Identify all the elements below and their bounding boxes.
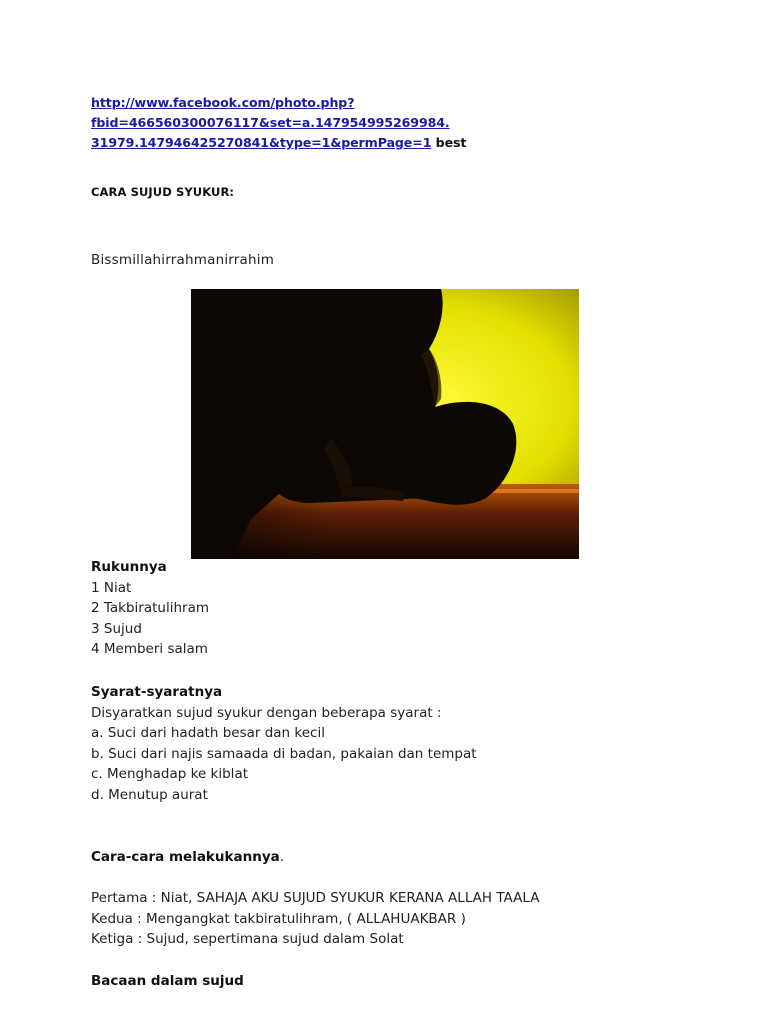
bacaan-section [91,971,731,992]
basmala-text: Bissmillahirrahmanirrahim [91,252,275,268]
syarat-section [91,682,731,806]
rukun-section [91,557,731,660]
bacaan-title: Bacaan dalam sujud [91,973,244,989]
cara-step: Pertama : Niat, SAHAJA AKU SUJUD SYUKUR KERANA ALLAH TAALA [91,890,540,906]
prostration-photo [191,289,579,559]
facebook-photo-link[interactable] [91,95,450,150]
rukun-item: 4 Memberi salam [91,641,208,658]
rukun-item: 3 Sujud [91,620,142,637]
cara-steps [91,888,731,950]
syarat-title: Syarat-syaratnya [91,684,223,700]
cara-title-punct: . [279,849,285,865]
cara-step: Ketiga : Sujud, sepertimana sujud dalam Solat [91,931,404,948]
cara-step: Kedua : Mengangkat takbiratulihram, ( ALLAHUAKBAR ) [91,910,466,927]
rukun-item: 2 Takbiratulihram [91,600,210,617]
syarat-intro: Disyaratkan sujud syukur dengan beberapa syarat : [91,704,442,721]
link-suffix: best [435,135,467,150]
cara-section [91,847,731,868]
syarat-item: a. Suci dari hadath besar dan kecil [91,725,325,742]
syarat-item: d. Menutup aurat [91,786,208,803]
rukun-title: Rukunnya [91,559,167,575]
syarat-item: c. Menghadap ke kiblat [91,766,249,783]
syarat-item: b. Suci dari najis samaada di badan, pakaian dan tempat [91,745,477,762]
cara-title: Cara-cara melakukannya [91,849,280,865]
link-line-1: http://www.facebook.com/photo.php?fbid=466560300076117&set=a.147954995269984. [91,95,450,130]
prostration-silhouette-icon [191,289,579,559]
rukun-item: 1 Niat [91,579,132,596]
source-link-block [91,93,691,153]
link-line-2: 31979.147946425270841&type=1&permPage=1 [91,135,432,150]
page-heading: CARA SUJUD SYUKUR: [91,185,235,199]
